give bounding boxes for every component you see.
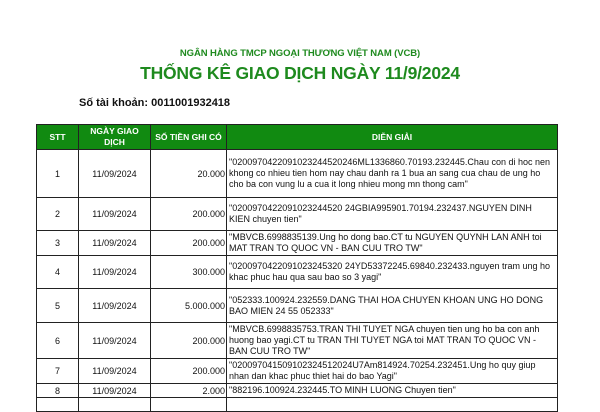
column-header-stt: STT — [37, 125, 79, 150]
cell-date: 11/09/2024 — [79, 323, 151, 359]
cell-date: 11/09/2024 — [79, 359, 151, 384]
cell-amount: 20.000 — [151, 150, 227, 198]
cell-stt: 4 — [37, 256, 79, 289]
column-header-date: NGÀY GIAO DỊCH — [79, 125, 151, 150]
cell-stt: 2 — [37, 198, 79, 231]
cell-stt: 6 — [37, 323, 79, 359]
cell-amount: 300.000 — [151, 256, 227, 289]
column-header-amount: SỐ TIỀN GHI CÓ — [151, 125, 227, 150]
cell-description: "MBVCB.6998835753.TRAN THI TUYET NGA chuyen tien ung ho ba con anh huong bao yagi.CT tu TRAN THI TUYET NGA toi MAT TRAN TO QUOC VN - BAN CUU TRO TW" — [227, 323, 558, 359]
cell-amount: 200.000 — [151, 198, 227, 231]
cell-stt: 7 — [37, 359, 79, 384]
table-row — [37, 323, 558, 359]
cell-date: 11/09/2024 — [79, 384, 151, 398]
cell-amount: 200.000 — [151, 323, 227, 359]
cell-description: "MBVCB.6998835139.Ung ho dong bao.CT tu NGUYEN QUYNH LAN ANH toi MAT TRAN TO QUOC VN - BAN CUU TRO TW" — [227, 231, 558, 256]
bank-name: NGÂN HÀNG TMCP NGOẠI THƯƠNG VIỆT NAM (VCB) — [179, 48, 421, 59]
column-header-description: DIỄN GIẢI — [227, 125, 558, 150]
cell-description: "020097041509102324512024U7Am814924.70254.232451.Ung ho quy giup nhan dan khac phuc thiet hai do bao Yagi" — [227, 359, 558, 384]
cell-date: 11/09/2024 — [79, 150, 151, 198]
cell-date: 11/09/2024 — [79, 231, 151, 256]
cell-amount: 2.000 — [151, 384, 227, 398]
cell-amount: 200.000 — [151, 231, 227, 256]
table-row — [37, 289, 558, 323]
cell-description: "052333.100924.232559.DANG THAI HOA CHUYEN KHOAN UNG HO DONG BAO MIEN 24 55 052333" — [227, 289, 558, 323]
table-row — [37, 359, 558, 384]
table-row — [37, 256, 558, 289]
table-row — [37, 231, 558, 256]
cell-amount: 200.000 — [151, 359, 227, 384]
cell-description: "0200970422091023244520 24GBIA995901.70194.232437.NGUYEN DINH KIEN chuyen tien" — [227, 198, 558, 231]
table-header-row — [37, 125, 558, 150]
account-number: Số tài khoản: 0011001932418 — [79, 97, 231, 109]
cell-date: 11/09/2024 — [79, 198, 151, 231]
cell-description: "0200970422091023244520246ML1336860.70193.232445.Chau con di hoc nen khong co nhieu tien hom nay chau danh ra 1 bua an sang cua chau de ung ho cho ba con vung lu a cua it long nhieu mong mn thong cam" — [227, 150, 558, 198]
cell-description: "0200970422091023245320 24YD53372245.69840.232433.nguyen tram ung ho khac phuc hau qua sau bao so 3 yagi" — [227, 256, 558, 289]
cell-date: 11/09/2024 — [79, 256, 151, 289]
cell-stt: 3 — [37, 231, 79, 256]
report-title: THỐNG KÊ GIAO DỊCH NGÀY 11/9/2024 — [140, 63, 460, 83]
cell-amount: 5.000.000 — [151, 289, 227, 323]
table-row — [37, 150, 558, 198]
cell-description: "882196.100924.232445.TO MINH LUONG Chuyen tien" — [227, 384, 558, 398]
cell-stt: 8 — [37, 384, 79, 398]
table-row — [37, 198, 558, 231]
cell-date: 11/09/2024 — [79, 289, 151, 323]
transactions-table — [36, 124, 558, 412]
table-row — [37, 384, 558, 398]
cell-stt: 5 — [37, 289, 79, 323]
cell-stt: 1 — [37, 150, 79, 198]
